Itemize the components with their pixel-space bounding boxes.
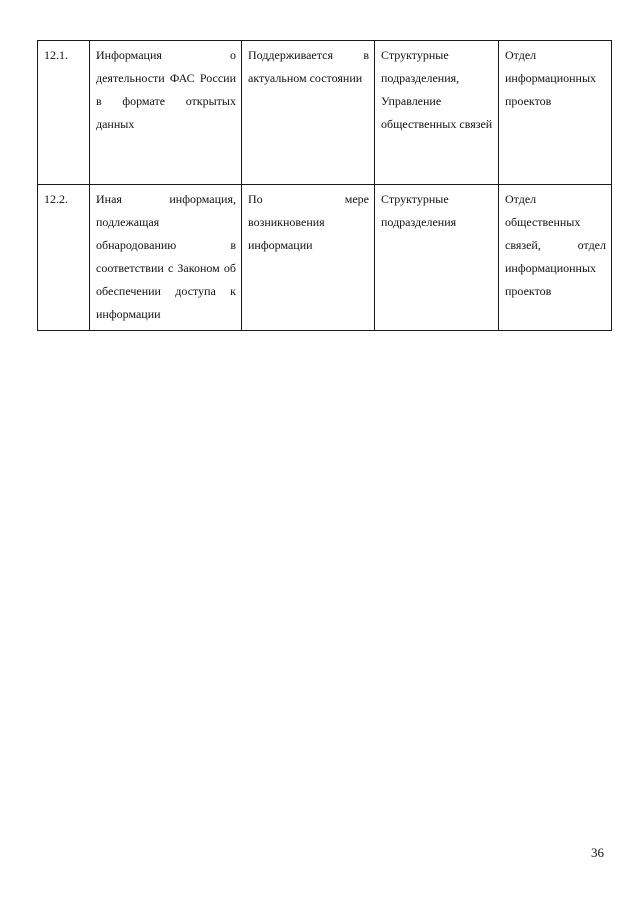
executor-cell: Отдел общественных связей, отдел информационных проектов (499, 185, 612, 331)
responsible-cell: Структурные подразделения (375, 185, 499, 331)
executor-cell: Отдел информационных проектов (499, 41, 612, 185)
responsible-cell: Структурные подразделения, Управление общественных связей (375, 41, 499, 185)
measure-name-cell: Информация о деятельности ФАС России в формате открытых данных (90, 41, 242, 185)
term-cell: По мере возникновения информации (242, 185, 375, 331)
table-row (38, 41, 612, 185)
term-cell: Поддерживается в актуальном состоянии (242, 41, 375, 185)
row-number-cell: 12.2. (38, 185, 90, 331)
table-row (38, 185, 612, 331)
page-number: 36 (591, 845, 604, 860)
row-number-cell: 12.1. (38, 41, 90, 185)
measure-name-cell: Иная информация, подлежащая обнародованию в соответствии с Законом об обеспечении доступа к информации (90, 185, 242, 331)
measures-table (37, 40, 612, 331)
